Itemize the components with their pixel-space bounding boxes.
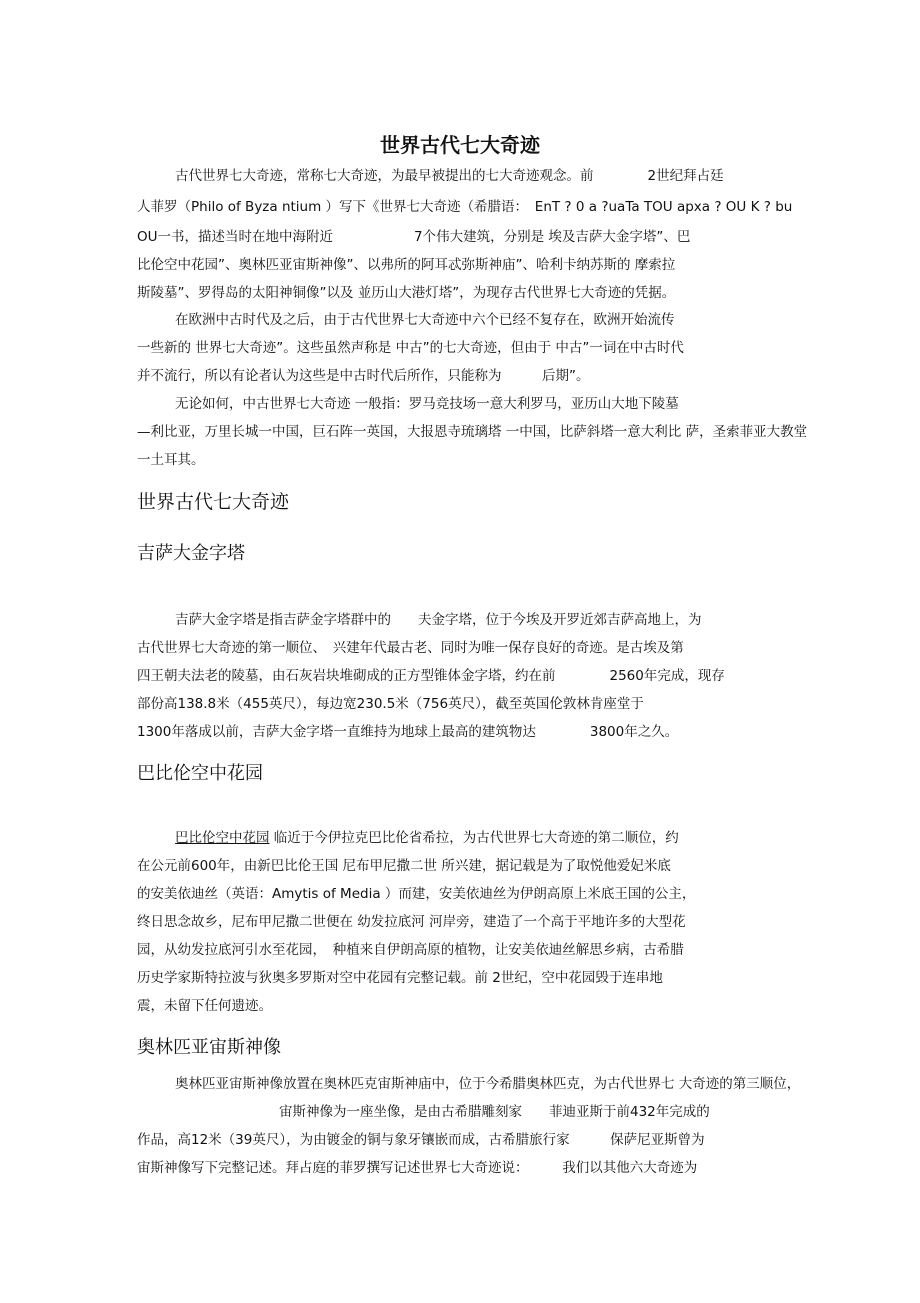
giza-line-4: 部份高138.8米（455英尺），每边宽230.5米（756英尺），截至英国伦敦林肯座堂于 xyxy=(137,696,644,712)
babylon-line-1 xyxy=(175,829,679,847)
medieval-line-2: 一些新的 世界七大奇迹”。这些虽然声称是 中古”的七大奇迹，但由于 中古”一词在中古时代 xyxy=(137,340,684,356)
intro-line-3: OU一书，描述当时在地中海附近 7个伟大建筑，分别是 埃及吉萨大金字塔”、巴 xyxy=(137,229,691,245)
babylon-line-7: 震，未留下任何遗迹。 xyxy=(137,998,272,1014)
intro-line-2: 人菲罗（Philo of Byza ntium ）写下《世界七大奇迹（希腊语： EnT ? 0 a ?uaTa TOU apxa ? OU K ? bu xyxy=(137,199,793,215)
general-line-1: 无论如何，中古世界七大奇迹 一般指：罗马竞技场一意大利罗马，亚历山大地下陵墓 xyxy=(175,396,679,412)
babylon-line-4: 终日思念故乡，尼布甲尼撒二世便在 幼发拉底河 河岸旁，建造了一个高于平地许多的大型花 xyxy=(137,914,686,930)
olympia-line-4: 宙斯神像写下完整记述。拜占庭的菲罗撰写记述世界七大奇迹说： 我们以其他六大奇迹为 xyxy=(137,1160,698,1176)
giza-line-3: 四王朝夫法老的陵墓，由石灰岩块堆砌成的正方型锥体金字塔，约在前 2560年完成，现存 xyxy=(137,668,725,684)
giza-line-2: 古代世界七大奇迹的第一顺位、 兴建年代最古老、同时为唯一保存良好的奇迹。是古埃及第 xyxy=(137,640,684,656)
giza-line-1: 吉萨大金字塔是指吉萨金字塔群中的 夫金字塔，位于今埃及开罗近郊吉萨高地上，为 xyxy=(175,612,702,628)
general-line-3: 一土耳其。 xyxy=(137,452,205,468)
babylon-line-6: 历史学家斯特拉波与狄奥多罗斯对空中花园有完整记载。前 2世纪，空中花园毁于连串地 xyxy=(137,970,663,986)
medieval-line-1: 在欧洲中古时代及之后，由于古代世界七大奇迹中六个已经不复存在，欧洲开始流传 xyxy=(175,312,675,328)
page-title: 世界古代七大奇迹 xyxy=(380,133,540,157)
intro-line-4: 比伦空中花园”、奥林匹亚宙斯神像”、以弗所的阿耳忒弥斯神庙”、哈利卡纳苏斯的 摩索拉 xyxy=(137,257,676,273)
intro-line-5: 斯陵墓”、罗得岛的太阳神铜像”以及 並历山大港灯塔”，为现存古代世界七大奇迹的凭据。 xyxy=(137,285,676,301)
babylon-link[interactable]: 巴比伦空中花园 xyxy=(175,830,270,846)
general-line-2: —利比亚，万里长城一中国，巨石阵一英国，大报恩寺琉璃塔 一中国，比萨斜塔一意大利比 萨，圣索菲亚大教堂 xyxy=(137,424,808,440)
olympia-line-3: 作品，高12米（39英尺），为由镀金的铜与象牙镶嵌而成，古希腊旅行家 保萨尼亚斯曾为 xyxy=(137,1132,705,1148)
giza-heading: 吉萨大金字塔 xyxy=(137,543,245,564)
babylon-line-3: 的安美依迪丝（英语：Amytis of Media ）而建，安美依迪丝为伊朗高原上米底王国的公主， xyxy=(137,886,696,902)
intro-line-1: 古代世界七大奇迹，常称七大奇迹，为最早被提出的七大奇迹观念。前 2世纪拜占廷 xyxy=(175,168,724,184)
babylon-heading: 巴比伦空中花园 xyxy=(137,763,263,784)
olympia-heading: 奥林匹亚宙斯神像 xyxy=(137,1037,281,1058)
babylon-line-1-text: 临近于今伊拉克巴比伦省希拉，为古代世界七大奇迹的第二顺位，约 xyxy=(269,830,679,846)
olympia-line-1: 奥林匹亚宙斯神像放置在奥林匹克宙斯神庙中，位于今希腊奥林匹克，为古代世界七 大奇迹的第三顺位， xyxy=(175,1076,801,1092)
section-heading: 世界古代七大奇迹 xyxy=(137,491,290,513)
babylon-line-2: 在公元前600年，由新巴比伦王国 尼布甲尼撒二世 所兴建，据记载是为了取悦他爱妃米底 xyxy=(137,858,671,874)
babylon-line-5: 园，从幼发拉底河引水至花园， 种植来自伊朗高原的植物，让安美依迪丝解思乡病，古希腊 xyxy=(137,942,684,958)
medieval-line-3: 并不流行，所以有论者认为这些是中古时代后所作，只能称为 后期”。 xyxy=(137,368,590,384)
olympia-line-2: 宙斯神像为一座坐像，是由古希腊雕刻家 菲迪亚斯于前432年完成的 xyxy=(279,1104,710,1120)
giza-line-5: 1300年落成以前，吉萨大金字塔一直维持为地球上最高的建筑物达 3800年之久。 xyxy=(137,724,679,740)
